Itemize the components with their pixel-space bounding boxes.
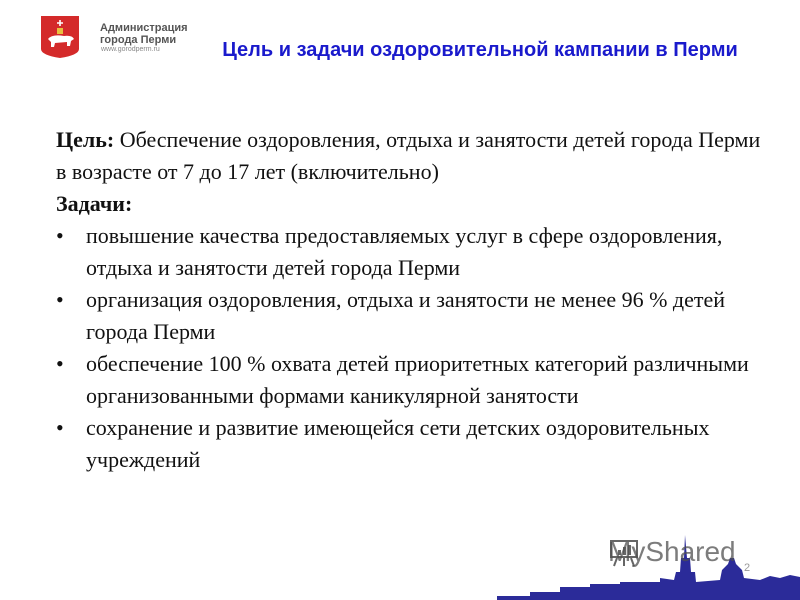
- slide-body: [56, 124, 776, 476]
- page-number: 2: [744, 562, 751, 574]
- list-item: [56, 348, 776, 412]
- bullet-icon: •: [56, 415, 64, 440]
- task-text: повышение качества предоставляемых услуг в сфере оздоровления, отдыха и занятости детей города Перми: [86, 223, 723, 280]
- bullet-icon: •: [56, 287, 64, 312]
- bullet-icon: •: [56, 351, 64, 376]
- org-name-line2: города Перми: [100, 34, 177, 46]
- slide-title: Цель и задачи оздоровительной кампании в Перми: [222, 39, 738, 61]
- bullet-icon: •: [56, 223, 64, 248]
- list-item: [56, 220, 776, 284]
- goal-label: Цель:: [56, 127, 115, 152]
- list-item: [56, 412, 776, 476]
- perm-coat-of-arms-logo: [40, 15, 80, 59]
- task-text: организация оздоровления, отдыха и занятости не менее 96 % детей города Перми: [86, 287, 726, 344]
- org-url: www.gorodperm.ru: [101, 46, 160, 53]
- tasks-heading: [56, 188, 776, 220]
- tasks-list: [56, 220, 776, 476]
- watermark-text: MyShared: [608, 536, 736, 567]
- tasks-label: Задачи:: [56, 191, 133, 216]
- goal-paragraph: [56, 124, 776, 188]
- task-text: сохранение и развитие имеющейся сети детских оздоровительных учреждений: [86, 415, 710, 472]
- org-name: [100, 22, 188, 46]
- goal-text: Обеспечение оздоровления, отдыха и занятости детей города Перми в возрасте от 7 до 17 лет (включительно): [56, 127, 761, 184]
- task-text: обеспечение 100 % охвата детей приоритетных категорий различными организованными формами каникулярной занятости: [86, 351, 749, 408]
- list-item: [56, 284, 776, 348]
- org-name-line1: Администрация: [100, 22, 188, 34]
